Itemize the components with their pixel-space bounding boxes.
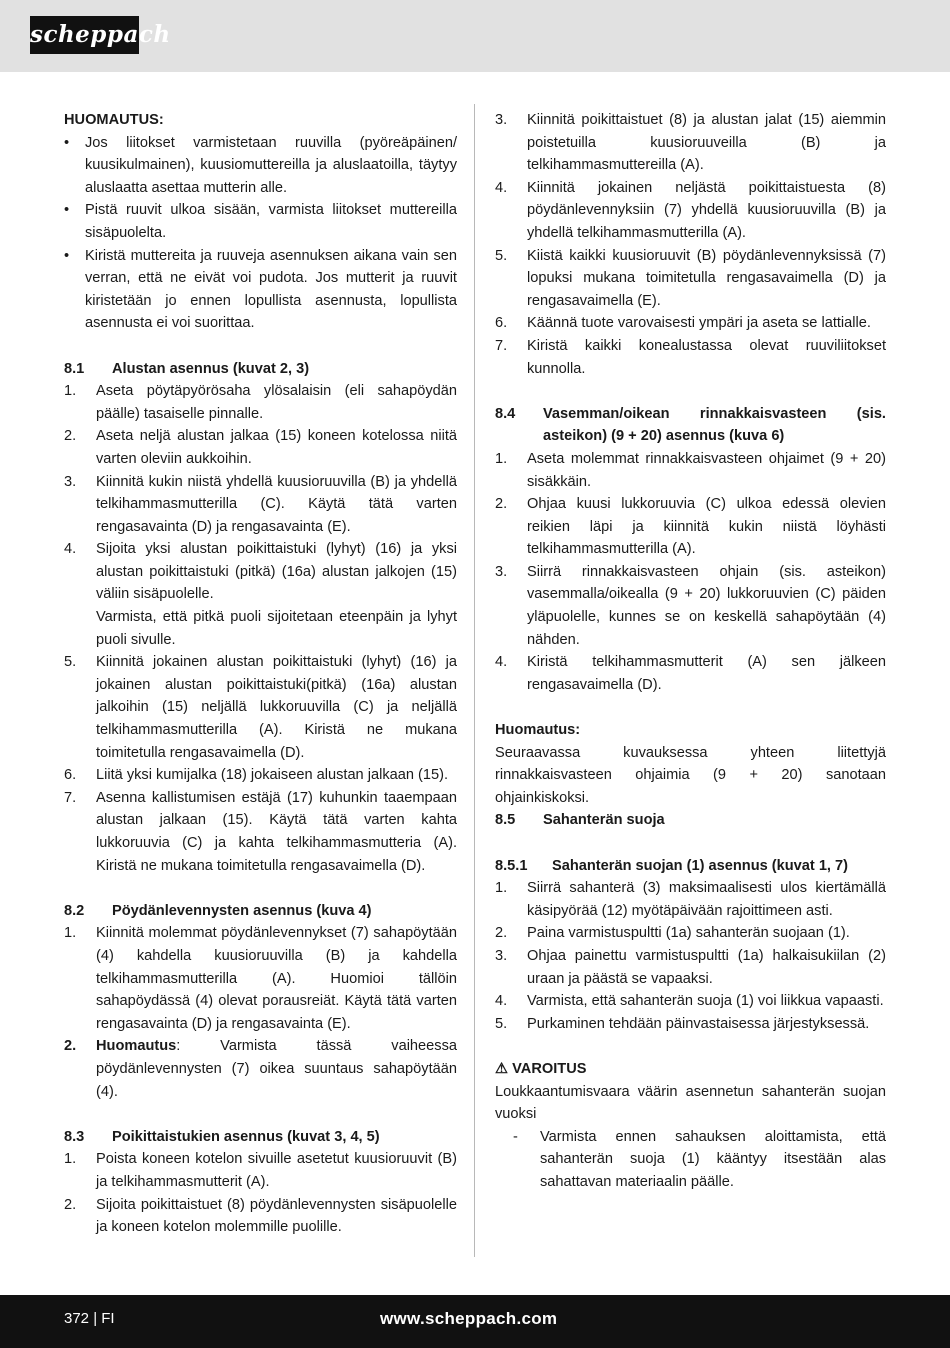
column-divider	[474, 104, 475, 1257]
list-item: 5. Kiistä kaikki kuusioruuvit (B) pöydänlevennyksissä (7) lopuksi mukana toimitetulla rengasavaimella (D) ja rengasavaimella (E).	[495, 247, 886, 309]
warning-item: - Varmista ennen sahauksen aloittamista, että sahanterän suoja (1) kääntyy itsestään alas sahattavan materiaalin päälle.	[513, 1128, 886, 1190]
list-item: 3. Kiinnitä poikittaistuet (8) ja alustan jalat (15) aiemmin poistetuilla kuusioruuveilla (B) ja telkihammasmuttereilla (A).	[495, 112, 886, 174]
list-item: 4. Kiinnitä jokainen neljästä poikittaistuesta (8) pöydänlevennyksiin (7) yhdellä kuusioruuvilla (B) ja yhdellä telkihammasmutterilla (A).	[495, 179, 886, 241]
bullet-item: • Pistä ruuvit ulkoa sisään, varmista liitokset muttereilla sisäpuolelta.	[64, 199, 457, 244]
bullet-item: • Kiristä muttereita ja ruuveja asennuksen aikana vain sen verran, että ne eivät voi pudota. Jos mutterit ja ruuvit kiristetään jo ennen lopullista asennusta, lopullista asennusta ei voi suorittaa.	[64, 245, 457, 335]
page-number: 372 | FI	[64, 1310, 115, 1327]
list-item: 1. Poista koneen kotelon sivuille asetetut kuusioruuvit (B) ja telkihammasmutterit (A).	[64, 1151, 457, 1190]
list-item: 4. Varmista, että sahanterän suoja (1) voi liikkua vapaasti.	[495, 993, 884, 1010]
bullet-item: • Jos liitokset varmistetaan ruuvilla (pyöreäpäinen/ kuusikulmainen), kuusiomuttereilla ja aluslaatoilla, täytyy aluslaatta asettaa mutterin alle.	[64, 132, 457, 200]
note-text: Seuraavassa kuvauksessa yhteen liitettyjä rinnakkaisvasteen ohjaimia (9 + 20) sanotaan ohjainkiskoksi.	[495, 744, 886, 806]
list-item: 7. Asenna kallistumisen estäjä (17) kuhunkin taaempaan alustan jalkaan (15). Käytä tätä varten kahta lukkoruuvia (C) ja kahta telkihammasmutteria (A). Kiristä ne mukana toimitetulla rengasavaimella (D).	[64, 789, 457, 874]
list-item: 2. Paina varmistuspultti (1a) sahanterän suojaan (1).	[495, 925, 850, 942]
page-header	[0, 0, 950, 72]
list-item: 5. Kiinnitä jokainen alustan poikittaistuki (lyhyt) (16) ja jokainen alustan poikittaistuki(pitkä) (16a) alustan jalkoihin (15) neljällä lukkoruuvilla (C) ja neljällä telkihammasmutterilla (A). Kiristä ne mukana toimitetulla rengasavaimella (D).	[64, 654, 457, 761]
warning-icon: ⚠	[495, 1060, 509, 1077]
list-item: 1. Siirrä sahanterä (3) maksimaalisesti ulos kiertämällä käsipyörää (12) myötäpäivään rajoittimeen asti.	[495, 880, 886, 919]
section-heading-8-5: 8.5 Sahanterän suoja	[495, 812, 665, 829]
list-item: 2. Sijoita poikittaistuet (8) pöydänlevennysten sisäpuolelle ja koneen kotelon molemmille puolille.	[64, 1196, 457, 1236]
page-footer	[0, 1295, 950, 1348]
section-heading-8-5-1: 8.5.1 Sahanterän suojan (1) asennus (kuvat 1, 7)	[495, 857, 849, 874]
list-item: 6. Käännä tuote varovaisesti ympäri ja aseta se lattialle.	[495, 315, 871, 332]
list-item: 4. Sijoita yksi alustan poikittaistuki (lyhyt) (16) ja yksi alustan poikittaistuki (pitkä) (16a) alustan jalkojen (15) väliin sisäpuolelle. Varmista, että pitkä puoli sijoitetaan eteenpäin ja lyhyt puoli sivulle.	[64, 541, 457, 648]
list-item: 6. Liitä yksi kumijalka (18) jokaiseen alustan jalkaan (15).	[64, 767, 449, 784]
list-item: 2. Ohjaa kuusi lukkoruuvia (C) ulkoa edessä olevien reikien läpi ja kiinnitä kukin niistä löyhästi telkihammasmutterilla (A).	[495, 496, 886, 558]
warning-heading: ⚠ VAROITUS	[495, 1060, 587, 1077]
scheppach-logo: scheppach	[30, 16, 139, 54]
section-heading-8-1: 8.1 Alustan asennus (kuvat 2, 3)	[64, 360, 310, 377]
list-item: 1. Aseta molemmat rinnakkaisvasteen ohjaimet (9 + 20) sisäkkäin.	[495, 450, 886, 490]
note-heading: Huomautus:	[495, 722, 581, 739]
bullet-mark: •	[64, 202, 70, 219]
bullet-mark: •	[64, 134, 70, 151]
list-item: 1. Kiinnitä molemmat pöydänlevennykset (7) sahapöytään (4) kahdella kuusioruuvilla (B) ja kahdella telkihammasmutterilla (A). Huomioi tällöin sahapöydässä (4) olevat porausreiät. Käytä tätä varten rengasavainta (D) ja rengasavainta (E).	[64, 925, 457, 1032]
right-column	[495, 109, 886, 1194]
list-item: 2. Huomautus: Varmista tässä vaiheessa pöydänlevennysten (7) oikea suuntaus sahapöytään (4).	[64, 1038, 457, 1100]
note-heading: HUOMAUTUS:	[64, 112, 164, 128]
section-heading-8-2: 8.2 Pöydänlevennysten asennus (kuva 4)	[64, 902, 372, 919]
left-column	[64, 109, 457, 1239]
list-item: 5. Purkaminen tehdään päinvastaisessa järjestyksessä.	[495, 1015, 870, 1032]
list-item: 2. Aseta neljä alustan jalkaa (15) koneen kotelossa niitä varten oleviin aukkoihin.	[64, 428, 457, 467]
section-heading-8-4: 8.4 Vasemman/oikean rinnakkaisvasteen (sis. asteikon) (9 + 20) asennus (kuva 6)	[495, 405, 886, 445]
warning-text: Loukkaantumisvaara väärin asennetun sahanterän suojan vuoksi	[495, 1083, 886, 1123]
list-item: 1. Aseta pöytäpyörösaha ylösalaisin (eli sahapöydän päälle) tasaiselle pinnalle.	[64, 383, 457, 422]
list-item: 3. Ohjaa painettu varmistuspultti (1a) halkaisukiilan (2) uraan ja päästä se vapaaksi.	[495, 947, 886, 987]
list-item: 7. Kiristä kaikki konealustassa olevat ruuviliitokset kunnolla.	[495, 337, 886, 377]
bullet-mark: •	[64, 247, 70, 264]
list-item: 4. Kiristä telkihammasmutterit (A) sen jälkeen rengasavaimella (D).	[495, 654, 886, 693]
list-item: 3. Kiinnitä kukin niistä yhdellä kuusioruuvilla (B) ja yhdellä telkihammasmutterilla (C). Käytä tätä varten rengasavainta (D) ja rengasavainta (E).	[64, 473, 457, 535]
list-item: 3. Siirrä rinnakkaisvasteen ohjain (sis. asteikon) vasemmalla/oikealla (9 + 20) lukkoruuvien (C) päiden yläpuolelle, kunnes se on keskellä sahapöytään (4) nähden.	[495, 563, 886, 648]
section-heading-8-3: 8.3 Poikittaistukien asennus (kuvat 3, 4, 5)	[64, 1128, 380, 1145]
website-url: www.scheppach.com	[380, 1309, 558, 1328]
